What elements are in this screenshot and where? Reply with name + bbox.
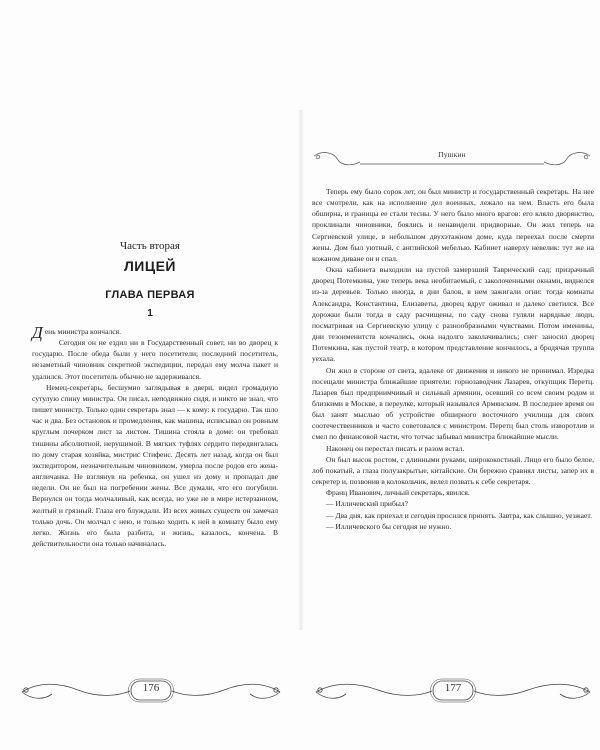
- header-ornament: [312, 148, 592, 170]
- chapter-title: ГЛАВА ПЕРВАЯ: [105, 289, 195, 301]
- main-title: ЛИЦЕЙ: [123, 258, 176, 274]
- right-page: [302, 0, 600, 750]
- footer-ornament-left: [18, 678, 284, 704]
- paragraph: — Два дня, как приехал и сегодня просился принять. Завтра, как слышно, уезжает.: [326, 510, 592, 520]
- paragraph: — Илличевского бы сегодня не нужно.: [326, 521, 452, 531]
- paragraph: День министра кончался.: [32, 323, 121, 342]
- right-body-text: [312, 186, 594, 532]
- running-head: Пушкин: [438, 150, 466, 159]
- paragraph: — Илличевский прибыл?: [326, 499, 408, 509]
- paragraph: Франц Иванович, личный секретарь, явился.: [326, 488, 470, 498]
- part-title: Часть вторая: [119, 240, 180, 252]
- paragraph: Окна кабинета выходили на пустой замерзший Таврический сад; призрачный дворец Потемкина, уже теперь века необитаемый, с заколоченными окнами, виднелся из-за деревьев. Только иногда, в дни балов, в нем зажигали огни: тогда комнаты Александра, Константина, Елизаветы, дворец вдруг оживал и далеко светился. Все дорожки были тогда в саду расчищены, по саду снова гуляли нарядные люди, посматривая на Сергиевскую улицу с разнообразными чувствами. Потом именины, дни тезоименитств кончались, окна надолго заколачивались; снег заносил дворец Потемкина, как пустой театр, в котором представление кончилось, а бродячая труппа уехала.: [312, 265, 594, 364]
- paragraph: Сегодня он не ездил ни в Государственный совет, ни во дворец к государю. После обеда были у него посетители; последний посетитель, незаметный чиновник секретной экспедиции, передал ему молча пакет и удалился. Этот посетитель обычно не задерживался.: [32, 338, 278, 381]
- paragraph: Он был высок ростом, с длинными руками, ширококостный. Лицо его было белое, лоб покатый, а глаза полузакрытые, китайские. Он бережно сравнял листы, запер их в секретер и, позвонив в колокольчик, велел позвать к себе секретаря.: [312, 454, 594, 487]
- paragraph: Наконец он перестал писать и разом встал.: [326, 443, 465, 453]
- dropcap: Д: [32, 323, 43, 342]
- page-number: 177: [444, 682, 462, 694]
- paragraph: Немец-секретарь, бесшумно заглядывая в двери, видел громадную сутулую спину министра. Он писал, неподвижно сидя, и никто не знал, что пишет министр. Только один секретарь знал — к кому: к государю. Так шло час и два. Без остановок и промедления, как машина, исписывал он ровным круглым почерком лист за листом. Тишина стояла в доме: он требовал тишины абсолютной, нерушимой. В мягких туфлях сердито передвигалась по дому старая хозяйка, мистрис Стифенс. Десять лет назад, когда он был экспедитором, незначительным чиновником, умерла после родов его жена-англичанка. Не взглянув на ребенка, он ушел из дому и пропадал две недели. Он не был на погребении жены. Все думали, что его погубили. Вернулся он тогда молчаливый, как всегда, но уже не в мире истерзанном, желтый и грязный. Глаза его блуждали. Из всех живых существ он замечал только дочь. Он молчал с нею, и только ходить к ней в комнату было ему легко. Жизнь его была разбита, и жизнь, казалось, кончена. В действительности она только начиналась.: [32, 382, 278, 548]
- page-number: 176: [142, 682, 160, 694]
- chapter-number: 1: [147, 308, 153, 319]
- paragraph: Он жил в стороне от света, вдалеке от движения и никого не принимал. Изредка посещали министра ближайшие приятели: горнозаводчик Лазарев, откупщик Перетц. Лазарев был предприимчивый и сильный армянин, осевший со всем своим родом и близкими в Москве, в переулке, который назывался Армянским. В последнее время он был занят мыслью об устройстве обширного восточного училища для своих соотечественников и часто советовался с министром. Перетц был столь изворотлив и смел по финансовой части, что тотчас забывал министра ближайшие мысли.: [312, 365, 594, 442]
- paragraph: Теперь ему было сорок лет, он был министр и государственный секретарь. На нее все смотрели, как на исполнение дел военных, лежало на нем. Власть его была обширна, и границы ее стали тесны. У него было много врагов: его кляло дворянство, проклинали чиновники, боялись и ненавидели придворные. Он жил теперь на Сергиевской улице, в небольшом двухэтажном доме, куда переехал после смерти жены. Дом был уютный, с английской мебелью. Кабинет наверху невелик: тут же на кожаном диване он и спал.: [312, 187, 594, 263]
- footer-ornament-right: [312, 678, 594, 704]
- left-body-text: [32, 323, 278, 549]
